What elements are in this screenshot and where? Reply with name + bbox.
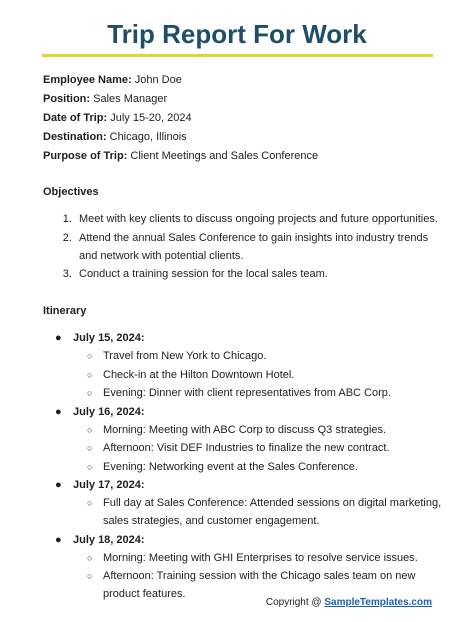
destination-field [43, 128, 443, 147]
list-item: 2. Attend the annual Sales Conference to gain insights into industry trends and network with potential clients. [75, 229, 443, 265]
itinerary-day [43, 329, 443, 402]
field-label: Purpose of Trip: [43, 150, 128, 162]
document-body [43, 71, 443, 604]
activity-text: Full day at Sales Conference: Attended sessions on digital marketing, sales strategies, and customer engagement. [103, 497, 442, 527]
list-item [73, 347, 443, 365]
sampletemplates-link[interactable]: SampleTemplates.com [324, 597, 432, 608]
bullet-icon: ● [55, 533, 62, 546]
bullet-icon: ● [55, 479, 62, 491]
circle-bullet-icon: ○ [87, 571, 93, 581]
employee-name-field [43, 71, 443, 90]
position-field [43, 90, 443, 109]
date-of-trip-field [43, 109, 443, 128]
activity-text: Morning: Meeting with GHI Enterprises to resolve service issues. [103, 551, 418, 564]
field-label: Date of Trip: [43, 112, 108, 124]
day-activities [73, 549, 443, 604]
trip-details [43, 71, 443, 166]
bullet-icon: ● [55, 332, 62, 344]
activity-text: Travel from New York to Chicago. [103, 350, 267, 362]
objectives-heading: Objectives [43, 186, 99, 198]
list-item [73, 421, 443, 439]
day-label: July 15, 2024: [73, 332, 145, 344]
circle-bullet-icon: ○ [87, 461, 93, 472]
circle-bullet-icon: ○ [87, 351, 93, 361]
activity-text: Afternoon: Visit DEF Industries to finalize the new contract. [103, 442, 390, 454]
list-item [73, 439, 443, 457]
field-label: Destination: [43, 131, 107, 143]
document-title: Trip Report For Work [107, 19, 367, 49]
field-value: July 15-20, 2024 [110, 112, 192, 124]
copyright-footer [266, 597, 432, 608]
bullet-icon: ● [55, 405, 62, 418]
list-item [73, 549, 443, 567]
circle-bullet-icon: ○ [87, 498, 93, 508]
circle-bullet-icon: ○ [87, 552, 93, 563]
day-activities [73, 347, 443, 402]
purpose-field [43, 147, 443, 166]
field-value: Sales Manager [93, 93, 168, 105]
field-label: Employee Name: [43, 74, 132, 86]
day-label: July 17, 2024: [73, 479, 145, 491]
activity-text: Afternoon: Training session with the Chicago sales team on new product features. [103, 570, 416, 600]
day-label: July 16, 2024: [73, 405, 145, 418]
title-underline [42, 54, 433, 57]
activity-text: Check-in at the Hilton Downtown Hotel. [103, 368, 295, 381]
list-item [73, 384, 443, 402]
day-label: July 18, 2024: [73, 533, 145, 546]
day-activities [73, 421, 443, 476]
itinerary-heading: Itinerary [43, 305, 87, 317]
circle-bullet-icon: ○ [87, 443, 93, 453]
copyright-text: Copyright @ [265, 597, 322, 608]
itinerary-day [43, 531, 443, 604]
objectives-list [43, 210, 443, 283]
list-item: 3. Conduct a training session for the local sales team. [75, 265, 443, 283]
list-item: 1. Meet with key clients to discuss ongoing projects and future opportunities. [75, 210, 443, 228]
list-item [73, 366, 443, 384]
field-value: Chicago, Illinois [109, 131, 187, 143]
list-item [73, 494, 443, 530]
day-activities [73, 494, 443, 530]
activity-text: Evening: Dinner with client representatives from ABC Corp. [103, 387, 391, 399]
itinerary-day [43, 403, 443, 476]
list-item [73, 458, 443, 476]
itinerary-list [43, 329, 443, 603]
activity-text: Morning: Meeting with ABC Corp to discuss Q3 strategies. [103, 423, 387, 436]
activity-text: Evening: Networking event at the Sales Conference. [103, 460, 358, 473]
itinerary-day [43, 476, 443, 530]
field-value: Client Meetings and Sales Conference [130, 150, 319, 162]
circle-bullet-icon: ○ [87, 388, 93, 398]
field-label: Position: [43, 93, 91, 105]
circle-bullet-icon: ○ [87, 369, 93, 380]
field-value: John Doe [134, 74, 182, 86]
circle-bullet-icon: ○ [87, 424, 93, 435]
